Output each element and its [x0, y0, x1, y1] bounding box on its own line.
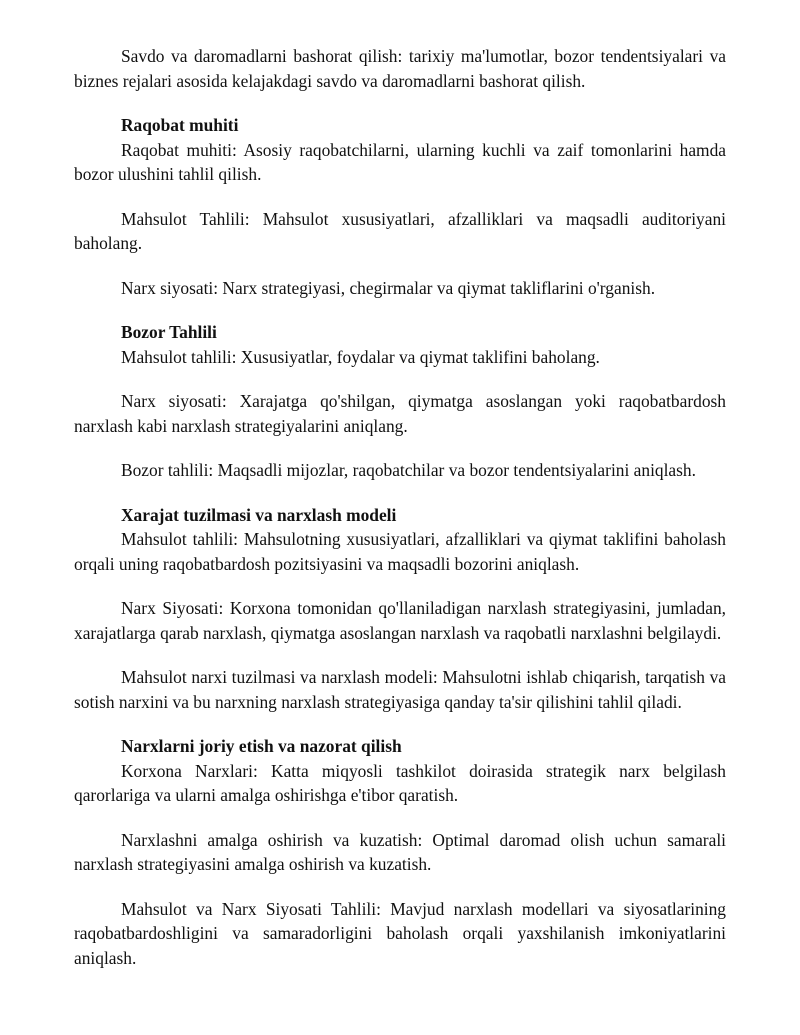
paragraph: Mahsulot tahlili: Xususiyatlar, foydalar va qiymat taklifini baholang. [121, 346, 600, 367]
section-heading: Raqobat muhiti [121, 115, 239, 135]
section-bozor-tahlili [74, 320, 726, 483]
intro-paragraph: Savdo va daromadlarni bashorat qilish: tarixiy ma'lumotlar, bozor tendentsiyalari va biznes rejalari asosida kelajakdagi savdo va daromadlarni bashorat qilish. [74, 46, 726, 91]
section-heading: Bozor Tahlili [121, 322, 217, 342]
paragraph: Mahsulot Tahlili: Mahsulot xususiyatlari, afzalliklari va maqsadli auditoriyani baholang. [74, 208, 726, 253]
paragraph: Mahsulot narxi tuzilmasi va narxlash modeli: Mahsulotni ishlab chiqarish, tarqatish va sotish narxini va bu narxning narxlash strategiyasiga qanday ta'sir qilishini tahlil qiladi. [74, 667, 726, 712]
paragraph: Mahsulot va Narx Siyosati Tahlili: Mavjud narxlash modellari va siyosatlarining raqobatbardoshligini va samaradorligini baholash orqali yaxshilanish imkoniyatlarini aniqlash. [74, 898, 726, 968]
paragraph: Narx Siyosati: Korxona tomonidan qo'llaniladigan narxlash strategiyasini, jumladan, xarajatlarga qarab narxlash, qiymatga asoslangan narxlash va raqobatli narxlashni belgilaydi. [74, 598, 726, 643]
paragraph: Narx siyosati: Narx strategiyasi, chegirmalar va qiymat takliflarini o'rganish. [121, 277, 656, 298]
section-narxlarni-joriy-etish [74, 734, 726, 970]
paragraph: Raqobat muhiti: Asosiy raqobatchilarni, ularning kuchli va zaif tomonlarini hamda bozor ulushini tahlil qilish. [74, 139, 726, 184]
section-xarajat-tuzilmasi [74, 503, 726, 715]
paragraph: Narx siyosati: Xarajatga qo'shilgan, qiymatga asoslangan yoki raqobatbardosh narxlash kabi narxlash strategiyalarini aniqlang. [74, 391, 726, 436]
paragraph: Narxlashni amalga oshirish va kuzatish: Optimal daromad olish uchun samarali narxlash strategiyasini amalga oshirish va kuzatish. [74, 829, 726, 874]
paragraph: Korxona Narxlari: Katta miqyosli tashkilot doirasida strategik narx belgilash qarorlariga va ularni amalga oshirishga e'tibor qaratish. [74, 760, 726, 805]
paragraph: Mahsulot tahlili: Mahsulotning xususiyatlari, afzalliklari va qiymat taklifini baholash orqali uning raqobatbardosh pozitsiyasini va maqsadli bozorini aniqlash. [74, 529, 726, 574]
section-heading: Narxlarni joriy etish va nazorat qilish [121, 736, 402, 756]
section-raqobat-muhiti [74, 113, 726, 300]
paragraph: Bozor tahlili: Maqsadli mijozlar, raqobatchilar va bozor tendentsiyalarini aniqlash. [121, 460, 696, 480]
section-heading: Xarajat tuzilmasi va narxlash modeli [121, 504, 397, 525]
